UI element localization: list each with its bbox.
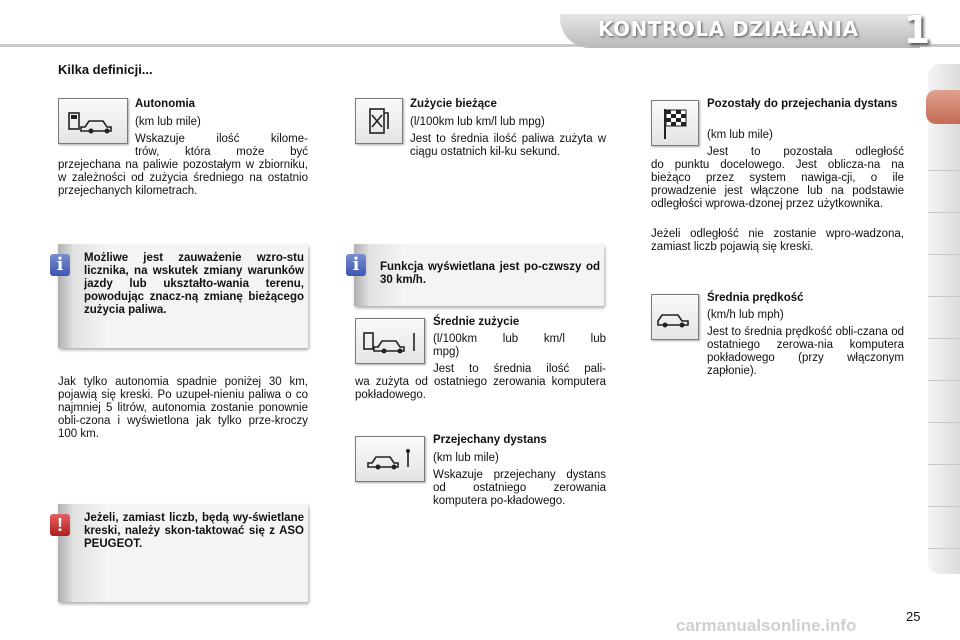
warning-icon: ! xyxy=(50,514,70,536)
pozostaly-dystans-text: do punktu docelowego. Jest oblicza-na na bieżąco przez system nawiga-cji, o ile prowadzenie jest włączone lub na podstawie odległości wprowa-dzonej przez użytkownika. xyxy=(651,159,904,210)
autonomia-text: przejechana na paliwie pozostałym w zbiorniku, w zależności od zużycia średniego na ostatnio przejechanych kilometrach. xyxy=(58,159,308,197)
page-title: KONTROLA DZIAŁANIA xyxy=(598,17,859,41)
info-note-text: Możliwe jest zauważenie wzro-stu licznika, na wskutek zmiany warunków jazdy lub ukształto-wania terenu, powodując znacz-ną zmianę bieżącego zużycia paliwa. xyxy=(84,252,304,316)
fuel-pump-icon xyxy=(355,98,403,144)
chapter-tab[interactable] xyxy=(928,466,960,507)
info-icon: i xyxy=(346,254,366,276)
fuel-car-road-icon xyxy=(355,318,425,364)
chapter-number: 1 xyxy=(903,8,931,52)
page-number: 25 xyxy=(906,609,921,624)
watermark: carmanualsonline.info xyxy=(676,616,857,635)
pozostaly-dystans-dashes-text: Jeżeli odległość nie zostanie wpro-wadzona, zamiast liczb pojawią się kreski. xyxy=(651,228,904,253)
chapter-tab[interactable] xyxy=(928,172,960,213)
fuel-car-icon xyxy=(58,98,128,144)
srednia-predkosc-title: Średnia prędkość xyxy=(707,292,804,304)
checkered-flag-icon xyxy=(651,100,699,146)
info-note-function xyxy=(354,244,604,306)
chapter-tab-active[interactable] xyxy=(926,90,960,124)
srednie-zuzycie-text-line1: Jest to średnia ilość pali- xyxy=(433,363,606,375)
autonomia-unit: (km lub mile) xyxy=(135,116,201,128)
srednie-zuzycie-unit-line2: mpg) xyxy=(433,346,460,358)
section-title: Kilka definicji... xyxy=(58,62,153,77)
autonomia-text-line1: Wskazuje ilość kilome- xyxy=(135,133,308,145)
chapter-tab[interactable] xyxy=(928,130,960,171)
pozostaly-dystans-text-line1: Jest to pozostała odległość xyxy=(707,146,904,158)
chapter-tab[interactable] xyxy=(928,424,960,465)
srednie-zuzycie-unit-line1: (l/100km lub km/l lub xyxy=(433,333,606,345)
srednia-predkosc-text: Jest to średnia prędkość obli-czana od ostatniego zerowa-nia komputera pokładowego (przy włączonym zapłonie). xyxy=(707,326,904,377)
car-distance-icon xyxy=(355,436,425,482)
chapter-tab[interactable] xyxy=(928,214,960,255)
chapter-tab[interactable] xyxy=(928,382,960,423)
info-note-function-text: Funkcja wyświetlana jest po-czwszy od 30 km/h. xyxy=(380,261,600,286)
autonomia-text-line2: trów, która może być xyxy=(135,146,308,158)
przejechany-dystans-title: Przejechany dystans xyxy=(433,434,547,446)
zuzycie-biezace-title: Zużycie bieżące xyxy=(410,98,497,110)
car-icon xyxy=(651,294,699,340)
chapter-tab[interactable] xyxy=(928,340,960,381)
chapter-tab[interactable] xyxy=(928,508,960,549)
srednie-zuzycie-title: Średnie zużycie xyxy=(433,316,520,328)
info-note-autonomia xyxy=(58,244,308,348)
srednia-predkosc-unit: (km/h lub mph) xyxy=(707,309,784,321)
srednie-zuzycie-text: wa zużyta od ostatniego zerowania komputera pokładowego. xyxy=(355,376,606,401)
autonomia-title: Autonomia xyxy=(135,98,196,110)
przejechany-dystans-text: Wskazuje przejechany dystans od ostatniego zerowania komputera po-kładowego. xyxy=(433,469,606,507)
pozostaly-dystans-unit: (km lub mile) xyxy=(707,129,773,141)
przejechany-dystans-unit: (km lub mile) xyxy=(433,452,499,464)
warning-note-text: Jeżeli, zamiast liczb, będą wy-świetlane kreski, należy skon-taktować się z ASO PEUGEOT. xyxy=(84,512,304,550)
zuzycie-biezace-unit: (l/100km lub km/l lub mpg) xyxy=(410,116,545,128)
zuzycie-biezace-text: Jest to średnia ilość paliwa zużyta w ciągu ostatnich kil-ku sekund. xyxy=(410,133,606,158)
chapter-tab[interactable] xyxy=(928,256,960,297)
autonomia-dashes-text: Jak tylko autonomia spadnie poniżej 30 km, pojawią się kreski. Po uzupeł-nieniu paliwa o co najmniej 5 litrów, autonomia zostanie ponownie obli-czona i wyświetlona jak tylko prze-kroczy 100 km. xyxy=(58,376,308,440)
info-icon: i xyxy=(50,254,70,276)
chapter-tab[interactable] xyxy=(928,298,960,339)
warning-note xyxy=(58,504,308,602)
pozostaly-dystans-title: Pozostały do przejechania dystans xyxy=(707,98,898,110)
